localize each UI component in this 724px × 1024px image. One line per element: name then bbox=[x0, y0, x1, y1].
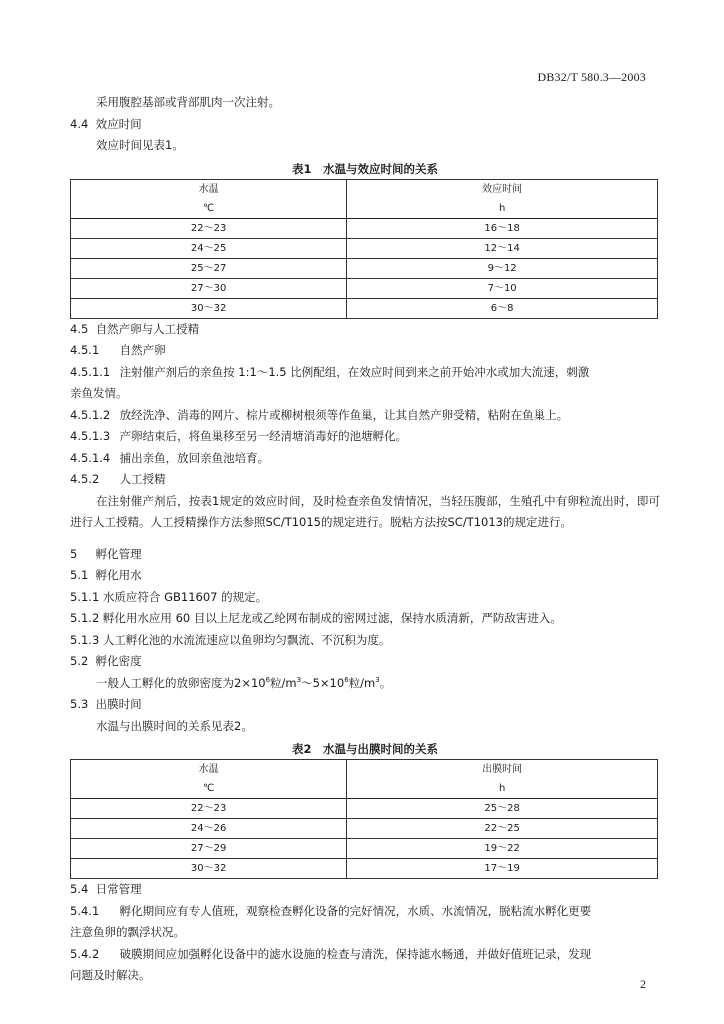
table-row bbox=[71, 258, 658, 278]
table-row bbox=[71, 819, 658, 839]
clause-text: 水质应符合 GB11607 的规定。 bbox=[102, 589, 268, 604]
clause-text: 产卵结束后，将鱼巢移至另一经清塘消毒好的池塘孵化。 bbox=[119, 429, 408, 443]
table-cell: 30～32 bbox=[71, 859, 347, 879]
table-row bbox=[71, 839, 658, 859]
section-title: 孵化用水 bbox=[95, 568, 142, 582]
clause bbox=[70, 630, 660, 652]
section-title: 日常管理 bbox=[95, 882, 142, 896]
clause-number: 5.1.2 bbox=[70, 611, 100, 625]
table-cell: 12～14 bbox=[347, 238, 658, 258]
table-cell: 16～18 bbox=[347, 218, 658, 238]
table-cell: 6～8 bbox=[347, 298, 658, 318]
table-caption: 表1 水温与效应时间的关系 bbox=[291, 161, 438, 176]
clause-continuation: 注意鱼卵的飘浮状况。 bbox=[70, 925, 185, 939]
clause-number: 5.4.1 bbox=[70, 903, 100, 918]
chapter-number: 5 bbox=[70, 546, 78, 561]
section-heading bbox=[70, 319, 660, 341]
table-header-cell: 出膜时间 bbox=[347, 760, 658, 780]
section-heading bbox=[70, 565, 660, 587]
section-heading bbox=[70, 694, 660, 716]
clause-number: 4.5.1.2 bbox=[70, 407, 111, 422]
clause-text: 放经洗净、消毒的网片、棕片或柳树根须等作鱼巢，让其自然产卵受精，粘附在鱼巢上。 bbox=[119, 407, 569, 422]
density-text: ～5×10 bbox=[301, 675, 345, 690]
text-line: 效应时间见表1。 bbox=[96, 138, 184, 152]
section-heading bbox=[70, 469, 660, 491]
section-number: 4.5.2 bbox=[70, 472, 100, 486]
section-number: 5.2 bbox=[70, 654, 89, 668]
exponent: 3 bbox=[375, 675, 380, 684]
clause-number: 4.5.1.3 bbox=[70, 429, 111, 443]
table-cell: 24～25 bbox=[71, 238, 347, 258]
section-title: 人工授精 bbox=[119, 472, 166, 486]
clause-text: 注射催产剂后的亲鱼按 1:1～1.5 比例配组，在效应时间到来之前开始冲水或加大流速，刺激 bbox=[119, 364, 590, 379]
clause-number: 5.1.1 bbox=[70, 589, 100, 604]
clause bbox=[70, 405, 660, 427]
section-number: 4.5 bbox=[70, 321, 89, 336]
section-heading bbox=[70, 651, 660, 673]
table-cell: 9～12 bbox=[347, 258, 658, 278]
section-number: 5.3 bbox=[70, 697, 89, 711]
table-cell: 22～23 bbox=[71, 799, 347, 819]
table-cell: 25～27 bbox=[71, 258, 347, 278]
density-text: 一般人工孵化的放卵密度为2×10 bbox=[96, 675, 266, 690]
section-number: 5.4 bbox=[70, 882, 89, 896]
density-unit: 粒/m bbox=[348, 675, 376, 690]
clause bbox=[70, 587, 660, 609]
table-header-cell: 水温 bbox=[71, 179, 347, 199]
text-line: 采用腹腔基部或背部肌肉一次注射。 bbox=[96, 95, 280, 109]
table-header-cell: 水温 bbox=[71, 760, 347, 780]
table-cell: 22～23 bbox=[71, 218, 347, 238]
table-row bbox=[71, 238, 658, 258]
density-line bbox=[70, 673, 660, 695]
section-title: 出膜时间 bbox=[95, 697, 142, 711]
text-line: 水温与出膜时间的关系见表2。 bbox=[96, 718, 253, 733]
table-row bbox=[71, 298, 658, 318]
clause-number: 5.1.3 bbox=[70, 632, 100, 647]
table-unit-cell: ℃ bbox=[71, 199, 347, 219]
table-header-cell: 效应时间 bbox=[347, 179, 658, 199]
table-row bbox=[71, 799, 658, 819]
table-unit-cell: h bbox=[347, 199, 658, 219]
table-cell: 24～26 bbox=[71, 819, 347, 839]
table-cell: 19～22 bbox=[347, 839, 658, 859]
table-cell: 27～30 bbox=[71, 278, 347, 298]
table-cell: 17～19 bbox=[347, 859, 658, 879]
clause-number: 4.5.1.1 bbox=[70, 364, 111, 379]
clause-text: 孵化期间应有专人值班，观察检查孵化设备的完好情况，水质、水流情况，脱粘流水孵化更要 bbox=[119, 903, 592, 918]
section-title: 效应时间 bbox=[95, 116, 142, 131]
clause bbox=[70, 944, 660, 966]
section-title: 自然产卵与人工授精 bbox=[95, 321, 200, 336]
section-number: 4.5.1 bbox=[70, 343, 100, 357]
page-number: 2 bbox=[640, 977, 646, 991]
clause-text: 捕出亲鱼，放回亲鱼池培育。 bbox=[119, 450, 270, 465]
section-heading bbox=[70, 340, 660, 362]
clause-continuation: 亲鱼发情。 bbox=[70, 386, 128, 400]
table-cell: 25～28 bbox=[347, 799, 658, 819]
clause bbox=[70, 448, 660, 470]
clause-text: 破膜期间应加强孵化设备中的滤水设施的检查与清洗，保持滤水畅通，并做好值班记录，发现 bbox=[119, 946, 592, 961]
table-cell: 7～10 bbox=[347, 278, 658, 298]
clause bbox=[70, 608, 660, 630]
density-unit: 粒/m bbox=[270, 675, 297, 690]
clause-number: 4.5.1.4 bbox=[70, 450, 111, 465]
page-content bbox=[70, 92, 660, 987]
clause bbox=[70, 362, 660, 384]
clause-text: 孵化用水应用 60 目以上尼龙或乙纶网布制成的密网过滤，保持水质清新，严防敌害进入。 bbox=[102, 611, 562, 625]
section-heading bbox=[70, 114, 660, 136]
section-number: 4.4 bbox=[70, 116, 89, 131]
density-text: 。 bbox=[379, 675, 392, 690]
clause bbox=[70, 426, 660, 448]
table-cell: 27～29 bbox=[71, 839, 347, 859]
document-id: DB32/T 580.3—2003 bbox=[537, 70, 646, 84]
exponent: 3 bbox=[296, 675, 302, 684]
clause-number: 5.4.2 bbox=[70, 946, 100, 961]
chapter-heading bbox=[70, 544, 660, 566]
section-number: 5.1 bbox=[70, 568, 89, 582]
table-caption: 表2 水温与出膜时间的关系 bbox=[291, 742, 438, 756]
hatching-time-table bbox=[70, 759, 658, 879]
table-row bbox=[71, 278, 658, 298]
table-unit-cell: h bbox=[347, 779, 658, 799]
section-title: 自然产卵 bbox=[119, 343, 166, 357]
table-cell: 30～32 bbox=[71, 298, 347, 318]
clause-text: 人工孵化池的水流流速应以鱼卵均匀飘流、不沉积为度。 bbox=[102, 632, 391, 647]
paragraph: 在注射催产剂后，按表1规定的效应时间，及时检查亲鱼发情情况，当轻压腹部，生殖孔中有卵粒流出时，即可进行人工授精。人工授精操作方法参照SC/T1015的规定进行。脱粘方法按SC/T1013的规定进行。 bbox=[70, 493, 660, 529]
exponent: 6 bbox=[344, 675, 349, 684]
section-title: 孵化密度 bbox=[95, 654, 142, 668]
table-unit-cell: ℃ bbox=[71, 779, 347, 799]
exponent: 6 bbox=[265, 675, 271, 684]
table-cell: 22～25 bbox=[347, 819, 658, 839]
clause bbox=[70, 901, 660, 923]
table-row bbox=[71, 859, 658, 879]
effect-time-table bbox=[70, 179, 658, 319]
section-heading bbox=[70, 879, 660, 901]
chapter-title: 孵化管理 bbox=[95, 546, 142, 561]
clause-continuation: 问题及时解决。 bbox=[70, 968, 151, 982]
table-row bbox=[71, 218, 658, 238]
